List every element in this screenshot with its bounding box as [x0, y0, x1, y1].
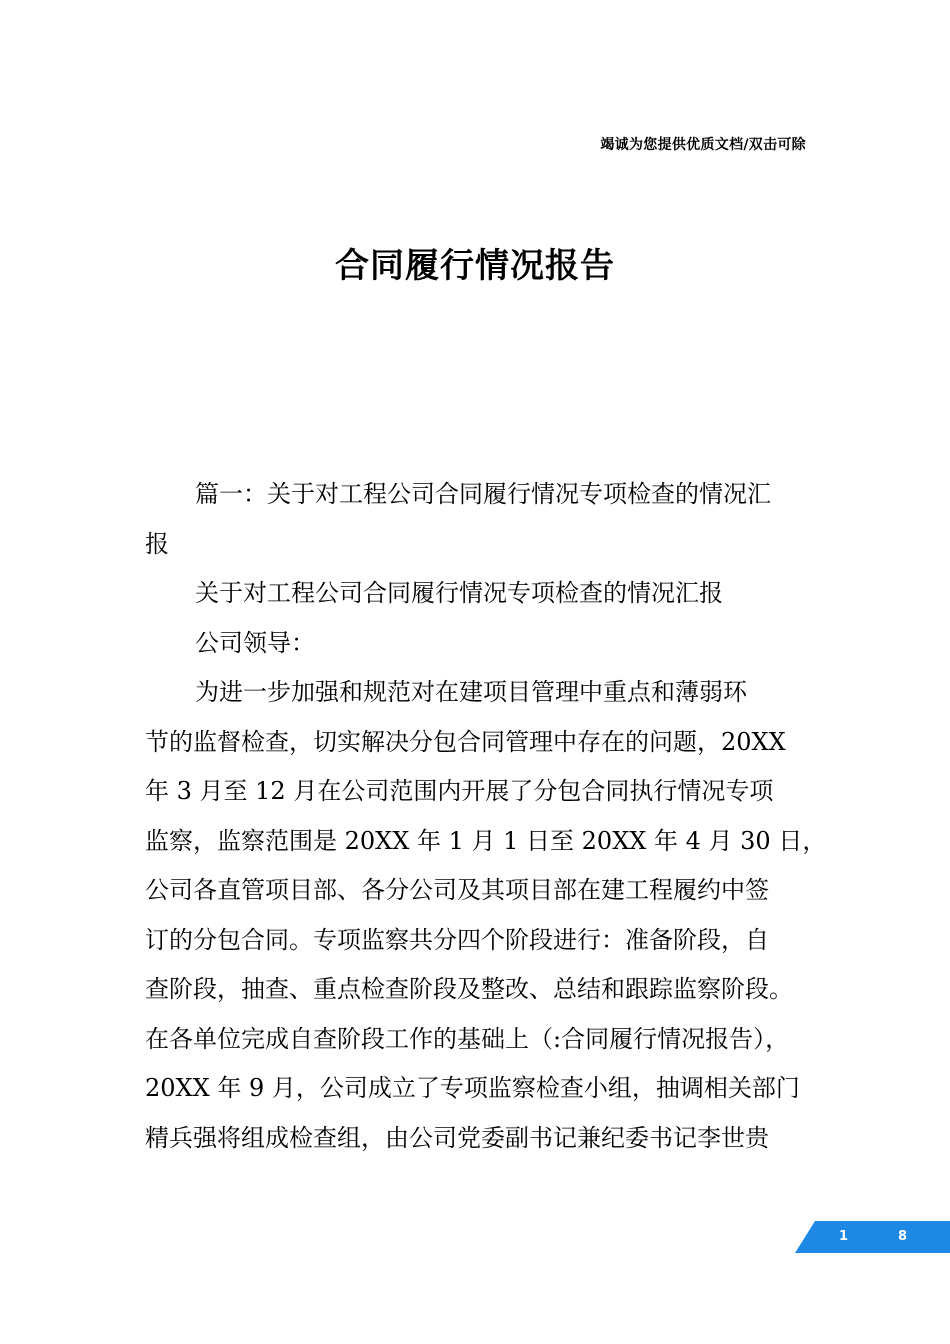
body-line: 监察，监察范围是 20XX 年 1 月 1 日至 20XX 年 4 月 30 日， — [145, 826, 827, 855]
body-line: 公司领导： — [195, 628, 315, 657]
body-line: 精兵强将组成检查组，由公司党委副书记兼纪委书记李世贵 — [145, 1123, 769, 1152]
body-line: 公司各直管项目部、各分公司及其项目部在建工程履约中签 — [145, 876, 769, 904]
page-number-current: 1 — [839, 1229, 849, 1244]
body-line: 订的分包合同。专项监察共分四个阶段进行：准备阶段，自 — [145, 925, 769, 954]
body-line: 关于对工程公司合同履行情况专项检查的情况汇报 — [195, 579, 723, 607]
page-number-tab — [795, 1221, 950, 1253]
document-body — [145, 470, 825, 1163]
body-line: 报 — [145, 529, 169, 558]
body-line: 篇一：关于对工程公司合同履行情况专项检查的情况汇 — [195, 480, 771, 508]
body-line: 节的监督检查，切实解决分包合同管理中存在的问题，20XX — [145, 727, 786, 756]
body-line: 年 3 月至 12 月在公司范围内开展了分包合同执行情况专项 — [145, 777, 774, 805]
header-note: 竭诚为您提供优质文档/双击可除 — [600, 137, 806, 153]
body-line: 20XX 年 9 月，公司成立了专项监察检查小组，抽调相关部门 — [145, 1074, 800, 1102]
body-line: 为进一步加强和规范对在建项目管理中重点和薄弱环 — [195, 678, 747, 706]
document-title: 合同履行情况报告 — [335, 246, 615, 286]
page-number-total: 8 — [898, 1229, 908, 1244]
body-line: 在各单位完成自查阶段工作的基础上（:合同履行情况报告）， — [145, 1024, 790, 1053]
body-line: 查阶段，抽查、重点检查阶段及整改、总结和跟踪监察阶段。 — [145, 975, 793, 1003]
